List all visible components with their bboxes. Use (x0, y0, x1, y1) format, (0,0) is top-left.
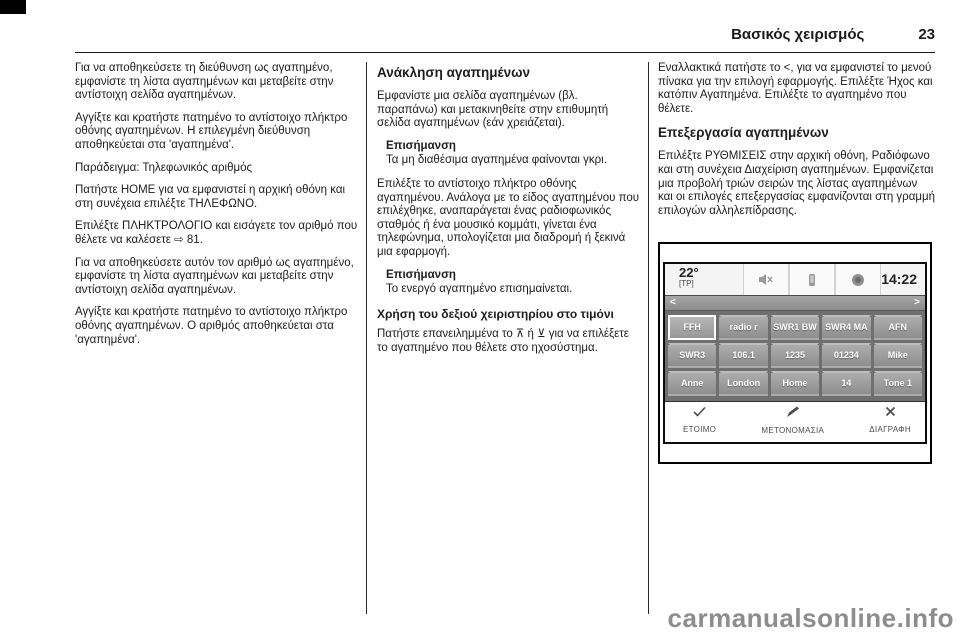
infotainment-screenshot-figure (658, 242, 932, 463)
subsection-heading: Χρήση του δεξιού χειριστηρίου στο τιμόνι (377, 306, 614, 321)
scan-corner-artifact (0, 0, 26, 14)
page-header (75, 26, 935, 43)
page-title: Βασικός χειρισμός (731, 26, 865, 43)
column-2 (377, 62, 641, 364)
section-heading: Ανάκληση αγαπημένων (377, 65, 531, 80)
column-3 (658, 62, 935, 464)
column-divider (648, 62, 649, 614)
status-left (665, 264, 743, 295)
action-label: ΕΤΟΙΜΟ (683, 424, 717, 434)
paragraph: Αγγίξτε και κρατήστε πατημένο το αντίστοιχο πλήκτρο οθόνης αγαπημένων. Η επιλεγμένη διεύθυνση αποθηκεύεται στα 'αγαπημένα'. (75, 111, 348, 151)
paragraph: Πατήστε HOME για να εμφανιστεί η αρχική οθόνη και στη συνέχεια επιλέξτε ΤΗΛΕΦΩΝΟ. (75, 184, 346, 210)
chevron-right-icon: > (914, 297, 920, 309)
note (386, 140, 641, 168)
action-label: ΔΙΑΓΡΑΦΗ (869, 424, 911, 434)
tp-indicator: [TP] (679, 279, 694, 289)
note-label: Επισήμανση (386, 139, 456, 152)
x-icon (885, 406, 896, 422)
favourite-button: 1235 (771, 343, 819, 368)
favourite-button: Home (771, 371, 819, 396)
note-text: Τα μη διαθέσιμα αγαπημένα φαίνονται γκρι. (386, 154, 607, 167)
favourite-button: 01234 (822, 343, 870, 368)
paragraph: Για να αποθηκεύσετε αυτόν τον αριθμό ως αγαπημένο, εμφανίστε τη λίστα αγαπημένων και μεταβείτε στην αντίστοιχη σελίδα αγαπημένων. (75, 256, 354, 296)
paragraph: Εναλλακτικά πατήστε το <, για να εμφανιστεί το μενού πίνακα για την επιλογή εφαρμογής. Επιλέξτε Ήχος και κατόπιν Αγαπημένα. Επιλέξτε το αγαπημένο που θέλετε. (658, 62, 933, 115)
status-right (881, 264, 925, 295)
infotainment-screen (663, 262, 927, 443)
status-icons (743, 264, 881, 295)
record-icon (835, 264, 881, 295)
action-done (683, 406, 716, 437)
check-icon (692, 406, 707, 422)
favourites-grid (665, 311, 925, 401)
action-delete (869, 406, 911, 437)
note-label: Επισήμανση (386, 268, 456, 281)
favourite-button: Mike (874, 343, 922, 368)
interaction-selector-bar (665, 401, 925, 441)
favourite-button: AFN (874, 315, 922, 340)
paragraph: Επιλέξτε το αντίστοιχο πλήκτρο οθόνης αγαπημένου. Ανάλογα με το είδος αγαπημένου που επιλέχθηκε, αναπαράγεται ένας ραδιοφωνικός σταθμός ή ένα μουσικό κομμάτι, γίνεται ένα τηλεφώνημα, υπολογίζεται μια διαδρομή ή ξεκινά μια εφαρμογή. (377, 177, 640, 258)
paragraph: Πατήστε επανειλημμένα το ⊼ ή ⊻ για να επιλέξετε το αγαπημένο που θέλετε στο ηχοσύστημα. (377, 328, 629, 354)
paragraph: Εμφανίστε μια σελίδα αγαπημένων (βλ. παραπάνω) και μετακινηθείτε στην επιθυμητή σελίδα αγαπημένων (εάν χρειάζεται). (377, 90, 609, 130)
favourites-page-scroll-row (665, 296, 925, 311)
phone-icon (789, 264, 835, 295)
header-rule (75, 52, 935, 53)
temperature-readout: 22° (679, 265, 699, 281)
example-heading: Παράδειγμα: Τηλεφωνικός αριθμός (75, 161, 253, 174)
paragraph: Επιλέξτε ΠΛΗΚΤΡΟΛΟΓΙΟ και εισάγετε τον αριθμό που θέλετε να καλέσετε ⇨ 81. (75, 220, 358, 246)
column-divider (366, 62, 367, 614)
favourite-button: radio r (719, 315, 767, 340)
paragraph: Αγγίξτε και κρατήστε πατημένο το αντίστοιχο πλήκτρο οθόνης αγαπημένων. Ο αριθμός αποθηκεύεται στα 'αγαπημένα'. (75, 306, 348, 346)
chevron-left-icon: < (670, 297, 676, 309)
favourite-button: Tone 1 (874, 371, 922, 396)
status-bar (665, 264, 925, 296)
pencil-icon (786, 406, 800, 423)
paragraph: Για να αποθηκεύσετε τη διεύθυνση ως αγαπημένο, εμφανίστε τη λίστα αγαπημένων και μεταβείτε στην αντίστοιχη σελίδα αγαπημένων. (75, 62, 334, 102)
favourite-button: Anne (668, 371, 716, 396)
column-1 (75, 62, 359, 356)
watermark: carmanualsonline.info (667, 603, 954, 633)
favourite-button-selected: FFH (668, 315, 716, 340)
muted-speaker-icon (743, 264, 789, 295)
favourite-button: SWR4 MA (822, 315, 870, 340)
clock: 14:22 (881, 271, 917, 288)
section-heading: Επεξεργασία αγαπημένων (658, 125, 829, 141)
favourite-button: SWR3 (668, 343, 716, 368)
favourite-button: London (719, 371, 767, 396)
note-text: Το ενεργό αγαπημένο επισημαίνεται. (386, 283, 573, 296)
favourite-button: SWR1 BW (771, 315, 819, 340)
action-rename (761, 406, 824, 437)
favourite-button: 14 (822, 371, 870, 396)
favourite-button: 106.1 (719, 343, 767, 368)
action-label: ΜΕΤΟΝΟΜΑΣΙΑ (761, 425, 825, 435)
page-number: 23 (918, 26, 935, 43)
note (386, 269, 641, 297)
paragraph: Επιλέξτε ΡΥΘΜΙΣΕΙΣ στην αρχική οθόνη, Ραδιόφωνο και στη συνέχεια Διαχείριση αγαπημένων. Εμφανίζεται μια προβολή τριών σειρών της λίστας αγαπημένων και οι επιλογές επεξεργασίας εμφανίζονται στη γραμμή επιλογών αλληλεπίδρασης. (658, 150, 936, 217)
